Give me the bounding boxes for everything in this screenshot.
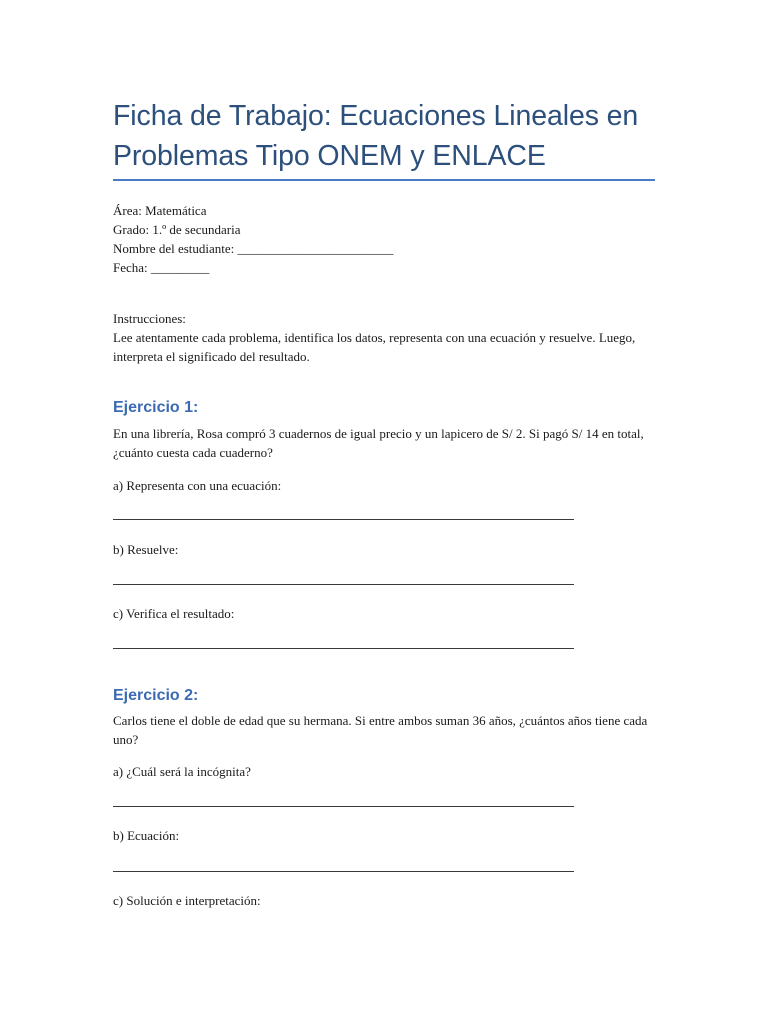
grade-field: Grado: 1.º de secundaria <box>113 222 241 237</box>
exercise-1-answer-c-line[interactable] <box>113 648 574 649</box>
exercise-2-title: Ejercicio 2: <box>113 687 199 704</box>
exercise-1-question-b: b) Resuelve: <box>113 542 179 557</box>
exercise-2-question-a: a) ¿Cuál será la incógnita? <box>113 764 251 779</box>
exercise-2-answer-a-line[interactable] <box>113 806 574 807</box>
exercise-2-problem: Carlos tiene el doble de edad que su hermana. Si entre ambos suman 36 años, ¿cuántos años tiene cada uno? <box>113 713 648 747</box>
area-field: Área: Matemática <box>113 203 207 218</box>
exercise-1-question-c: c) Verifica el resultado: <box>113 606 235 621</box>
exercise-1-question-a: a) Representa con una ecuación: <box>113 478 282 493</box>
exercise-2-question-c: c) Solución e interpretación: <box>113 893 261 908</box>
instructions-text: Lee atentamente cada problema, identifica los datos, representa con una ecuación y resuelve. Luego, interpreta el significado del resultado. <box>113 330 636 364</box>
exercise-1-title: Ejercicio 1: <box>113 399 199 416</box>
instructions-heading: Instrucciones: <box>113 311 186 326</box>
exercise-2-answer-b-line[interactable] <box>113 871 574 872</box>
exercise-1-answer-a-line[interactable] <box>113 519 574 520</box>
exercise-1-answer-b-line[interactable] <box>113 584 574 585</box>
exercise-1-problem: En una librería, Rosa compró 3 cuadernos de igual precio y un lapicero de S/ 2. Si pagó S/ 14 en total, ¿cuánto cuesta cada cuaderno? <box>113 426 644 460</box>
date-field[interactable]: Fecha: _________ <box>113 260 210 275</box>
instructions-block <box>113 309 653 366</box>
student-info <box>113 201 394 277</box>
document-title: Ficha de Trabajo: Ecuaciones Lineales en Problemas Tipo ONEM y ENLACE <box>113 100 639 172</box>
exercise-2-question-b: b) Ecuación: <box>113 828 180 843</box>
title-underline <box>113 179 655 181</box>
student-name-field[interactable]: Nombre del estudiante: ________________________ <box>113 241 394 256</box>
